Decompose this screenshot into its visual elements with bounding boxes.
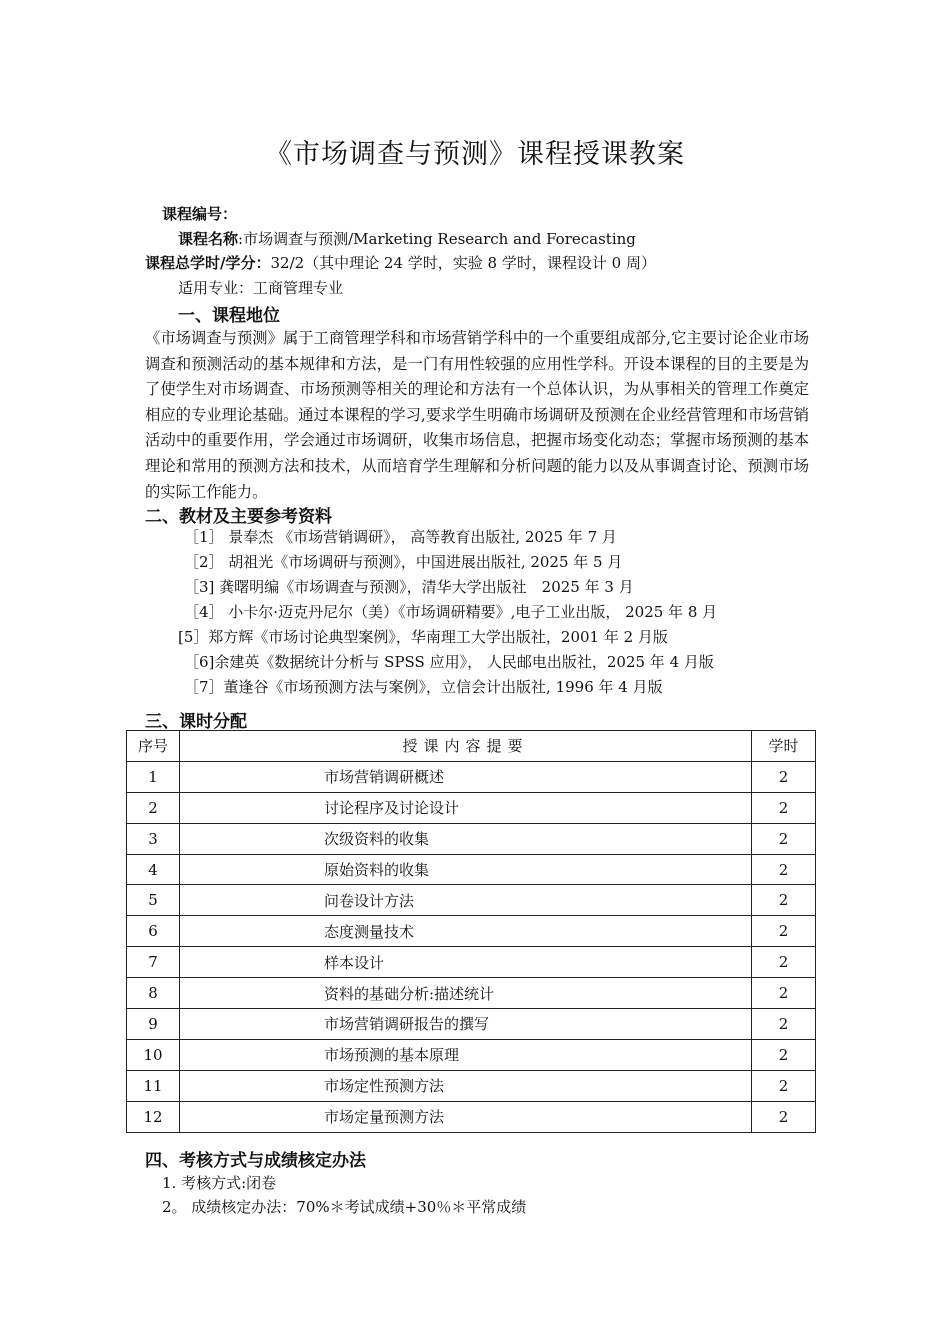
table-row xyxy=(127,823,816,854)
course-hours-line xyxy=(145,252,656,273)
row-no: 10 xyxy=(127,1039,180,1070)
row-no: 8 xyxy=(127,978,180,1009)
row-hours: 2 xyxy=(752,1070,816,1101)
row-content: 原始资料的收集 xyxy=(180,854,752,885)
major-label: 适用专业： xyxy=(178,279,254,297)
row-hours: 2 xyxy=(752,885,816,916)
course-hours-value: 32/2（其中理论 24 学时，实验 8 学时，课程设计 0 周） xyxy=(270,254,656,272)
row-hours: 2 xyxy=(752,761,816,792)
table-row xyxy=(127,792,816,823)
reference-item: ［7］董逢谷《市场预测方法与案例》，立信会计出版社, 1996 年 4 月版 xyxy=(184,678,663,696)
row-content: 讨论程序及讨论设计 xyxy=(180,792,752,823)
hours-table xyxy=(126,730,816,1133)
row-no: 2 xyxy=(127,792,180,823)
header-no: 序号 xyxy=(127,731,180,762)
course-hours-label: 课程总学时/学分： xyxy=(145,254,271,272)
grading-method: 2。 成绩核定办法：70%＊考试成绩+30％＊平常成绩 xyxy=(162,1198,527,1216)
section3-heading: 三、课时分配 xyxy=(145,712,247,732)
table-row xyxy=(127,761,816,792)
row-no: 1 xyxy=(127,761,180,792)
section1-heading: 一、课程地位 xyxy=(178,306,280,326)
page-title: 《市场调查与预测》课程授课教案 xyxy=(265,139,685,170)
row-content: 市场定量预测方法 xyxy=(180,1101,752,1132)
header-content: 授课内容提要 xyxy=(180,731,752,762)
table-row xyxy=(127,978,816,1009)
row-hours: 2 xyxy=(752,1039,816,1070)
row-content: 市场营销调研概述 xyxy=(180,761,752,792)
section1-paragraph: 《市场调查与预测》属于工商管理学科和市场营销学科中的一个重要组成部分,它主要讨论企业市场调查和预测活动的基本规律和方法，是一门有用性较强的应用性学科。开设本课程的目的主要是为了使学生对市场调查、市场预测等相关的理论和方法有一个总体认识，为从事相关的管理工作奠定相应的专业理论基础。通过本课程的学习,要求学生明确市场调研及预测在企业经营管理和市场营销活动中的重要作用，学会通过市场调研，收集市场信息，把握市场变化动态；掌握市场预测的基本理论和常用的预测方法和技术，从而培育学生理解和分析问题的能力以及从事调查讨论、预测市场的实际工作能力。 xyxy=(145,329,809,501)
row-no: 3 xyxy=(127,823,180,854)
course-name-label: 课程名称 xyxy=(178,230,239,248)
reference-item: ［3] 龚曙明编《市场调查与预测》，清华大学出版社 2025 年 3 月 xyxy=(184,578,634,596)
assessment-method: 1. 考核方式:闭卷 xyxy=(162,1174,277,1192)
row-content: 问卷设计方法 xyxy=(180,885,752,916)
row-content: 资料的基础分析:描述统计 xyxy=(180,978,752,1009)
reference-item: ［4］ 小卡尔·迈克丹尼尔（美）《市场调研精要》,电子工业出版， 2025 年 8 月 xyxy=(184,603,718,621)
row-hours: 2 xyxy=(752,947,816,978)
major-line xyxy=(178,277,343,298)
row-no: 12 xyxy=(127,1101,180,1132)
row-hours: 2 xyxy=(752,978,816,1009)
header-hours: 学时 xyxy=(752,731,816,762)
reference-item: ［6]余建英《数据统计分析与 SPSS 应用》， 人民邮电出版社，2025 年 4 月版 xyxy=(184,653,714,671)
row-hours: 2 xyxy=(752,1101,816,1132)
row-hours: 2 xyxy=(752,792,816,823)
section4-heading: 四、考核方式与成绩核定办法 xyxy=(145,1151,366,1171)
reference-item: ［1］ 景奉杰 《市场营销调研》， 高等教育出版社, 2025 年 7 月 xyxy=(184,528,617,546)
table-row xyxy=(127,1070,816,1101)
row-content: 态度测量技术 xyxy=(180,916,752,947)
row-no: 7 xyxy=(127,947,180,978)
row-no: 11 xyxy=(127,1070,180,1101)
table-row xyxy=(127,947,816,978)
row-no: 4 xyxy=(127,854,180,885)
row-content: 次级资料的收集 xyxy=(180,823,752,854)
course-code-label: 课程编号： xyxy=(162,205,238,223)
row-no: 9 xyxy=(127,1009,180,1040)
table-row xyxy=(127,1009,816,1040)
major-value: 工商管理专业 xyxy=(253,279,344,297)
course-name-value: :市场调查与预测/Marketing Research and Forecasting xyxy=(238,230,636,248)
row-content: 市场营销调研报告的撰写 xyxy=(180,1009,752,1040)
section2-heading: 二、教材及主要参考资料 xyxy=(145,507,332,527)
reference-item: ［2］ 胡祖光《市场调研与预测》，中国进展出版社, 2025 年 5 月 xyxy=(184,553,623,571)
row-content: 市场定性预测方法 xyxy=(180,1070,752,1101)
table-row xyxy=(127,885,816,916)
table-row xyxy=(127,916,816,947)
row-content: 样本设计 xyxy=(180,947,752,978)
row-hours: 2 xyxy=(752,1009,816,1040)
table-row xyxy=(127,1101,816,1132)
row-hours: 2 xyxy=(752,916,816,947)
row-hours: 2 xyxy=(752,854,816,885)
row-hours: 2 xyxy=(752,823,816,854)
row-content: 市场预测的基本原理 xyxy=(180,1039,752,1070)
course-name-line xyxy=(178,228,636,249)
table-row xyxy=(127,1039,816,1070)
row-no: 5 xyxy=(127,885,180,916)
row-no: 6 xyxy=(127,916,180,947)
reference-item: [5］郑方辉《市场讨论典型案例》，华南理工大学出版社，2001 年 2 月版 xyxy=(178,628,668,646)
table-row xyxy=(127,854,816,885)
table-header-row xyxy=(127,731,816,762)
